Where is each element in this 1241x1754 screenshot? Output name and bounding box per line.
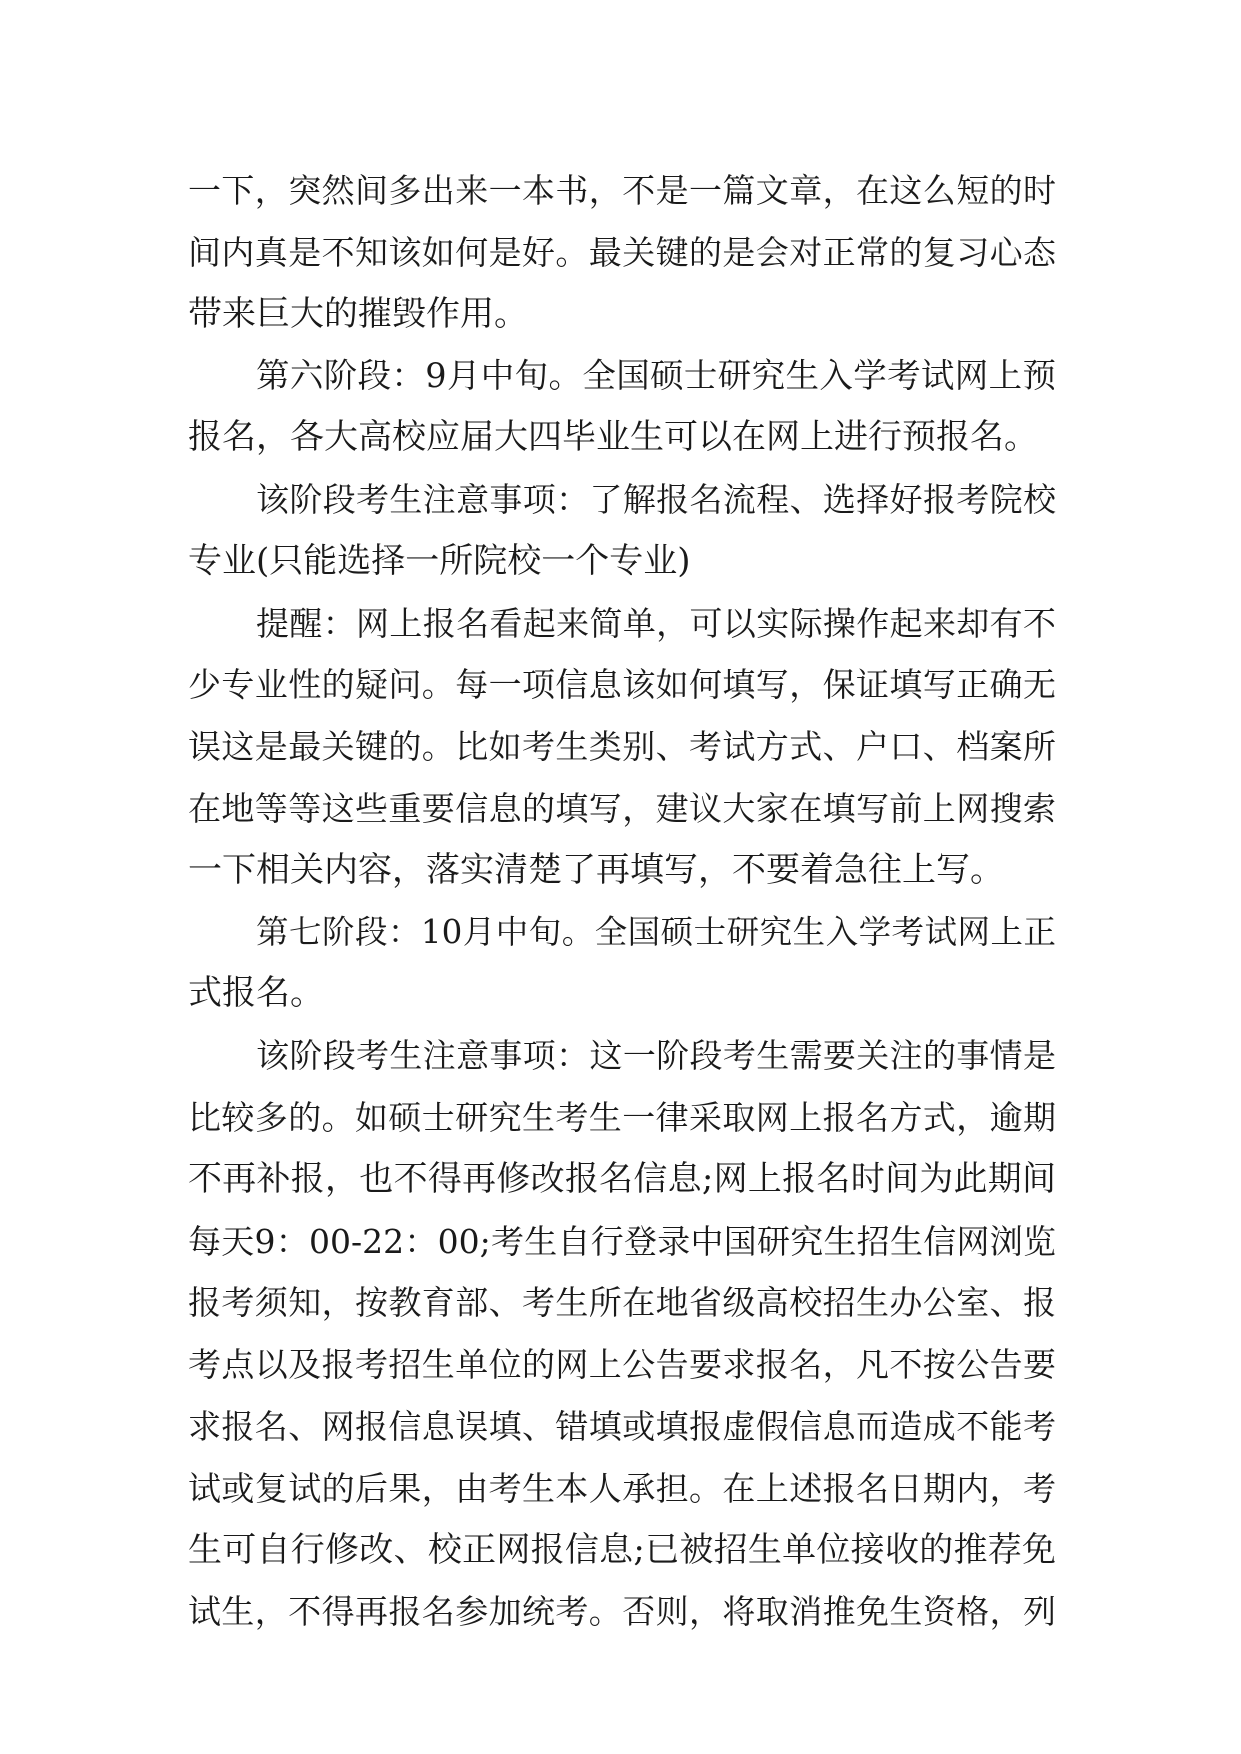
text-line: 求报名、网报信息误填、错填或填报虚假信息而造成不能考 bbox=[188, 1406, 1056, 1446]
text-line: 比较多的。如硕士研究生考生一律采取网上报名方式，逾期 bbox=[188, 1097, 1056, 1137]
text-line: 试或复试的后果，由考生本人承担。在上述报名日期内，考 bbox=[188, 1468, 1056, 1508]
text-line: 提醒：网上报名看起来简单，可以实际操作起来却有不 bbox=[256, 603, 1056, 643]
text-line: 一下，突然间多出来一本书，不是一篇文章，在这么短的时 bbox=[188, 171, 1056, 210]
text-line: 间内真是不知该如何是好。最关键的是会对正常的复习心态 bbox=[188, 232, 1056, 272]
text-line: 式报名。 bbox=[188, 973, 324, 1014]
text-line: 生可自行修改、校正网报信息;已被招生单位接收的推荐免 bbox=[188, 1529, 1056, 1570]
text-line: 少专业性的疑问。每一项信息该如何填写，保证填写正确无 bbox=[188, 665, 1056, 705]
text-line: 带来巨大的摧毁作用。 bbox=[188, 293, 528, 334]
text-line: 报名，各大高校应届大四毕业生可以在网上进行预报名。 bbox=[188, 417, 1038, 458]
text-line: 该阶段考生注意事项：了解报名流程、选择好报考院校 bbox=[256, 479, 1056, 519]
text-line: 专业(只能选择一所院校一个专业) bbox=[188, 540, 691, 581]
text-line: 一下相关内容，落实清楚了再填写，不要着急往上写。 bbox=[188, 849, 1004, 890]
text-line: 第七阶段：10月中旬。全国硕士研究生入学考试网上正 bbox=[256, 912, 1056, 951]
text-line: 第六阶段：9月中旬。全国硕士研究生入学考试网上预 bbox=[256, 356, 1056, 396]
text-line: 考点以及报考招生单位的网上公告要求报名，凡不按公告要 bbox=[188, 1345, 1056, 1385]
text-line: 不再补报，也不得再修改报名信息;网上报名时间为此期间 bbox=[188, 1158, 1057, 1199]
text-line: 误这是最关键的。比如考生类别、考试方式、户口、档案所 bbox=[188, 727, 1056, 767]
text-line: 每天9：00-22：00;考生自行登录中国研究生招生信网浏览 bbox=[188, 1221, 1056, 1261]
text-line: 试生，不得再报名参加统考。否则，将取消推免生资格，列 bbox=[188, 1592, 1056, 1632]
text-line: 报考须知，按教育部、考生所在地省级高校招生办公室、报 bbox=[188, 1283, 1056, 1323]
text-line: 该阶段考生注意事项：这一阶段考生需要关注的事情是 bbox=[256, 1036, 1056, 1076]
body-text bbox=[188, 160, 1056, 1643]
text-line: 在地等等这些重要信息的填写，建议大家在填写前上网搜索 bbox=[188, 788, 1056, 828]
